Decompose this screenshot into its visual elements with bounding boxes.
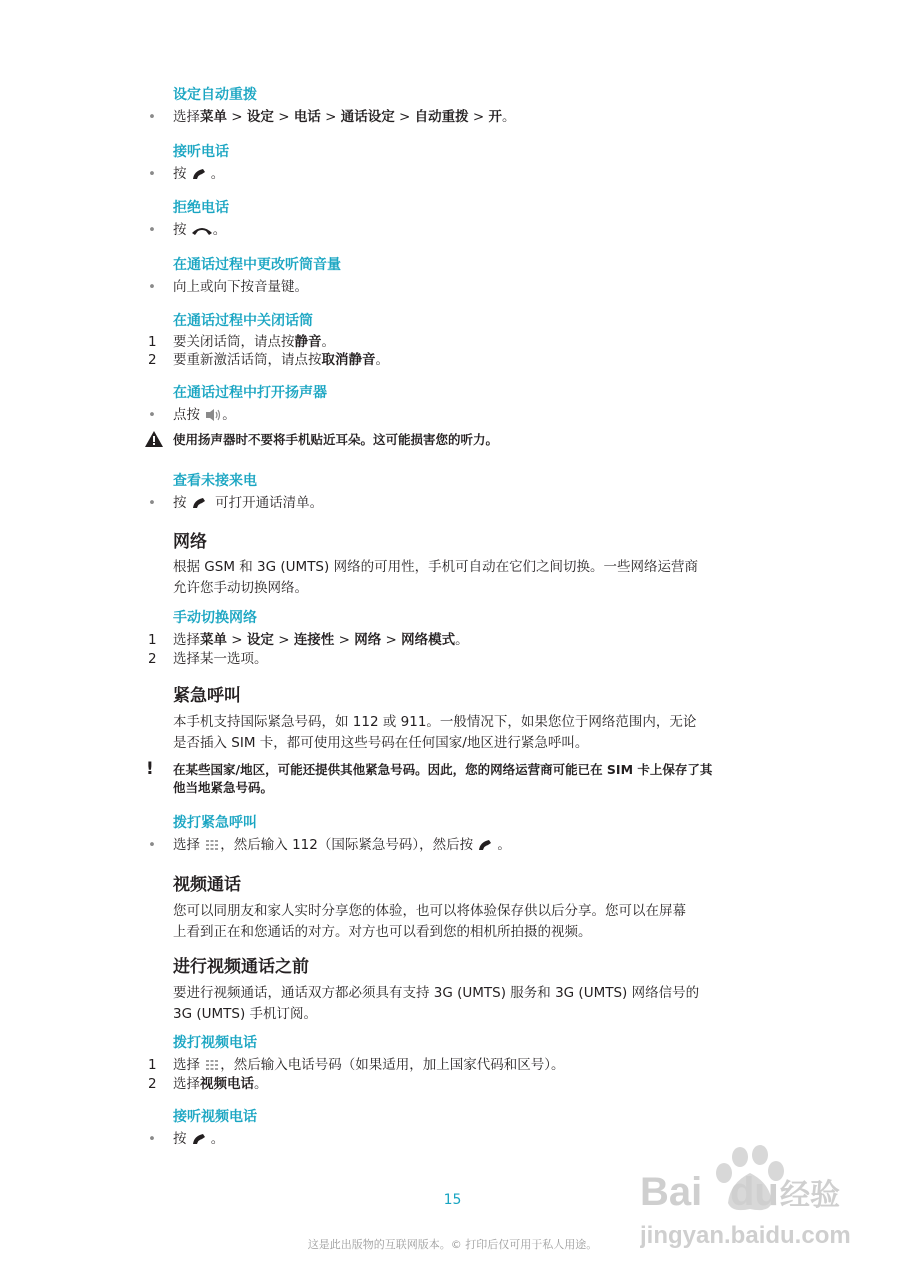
answer-call-icon	[191, 1132, 211, 1146]
bullet: •	[148, 109, 156, 125]
section-title-network: 网络	[173, 532, 207, 552]
heading-make-emergency-call: 拨打紧急呼叫	[173, 815, 257, 831]
section-title-video-call: 视频通话	[173, 875, 241, 895]
heading-change-volume: 在通话过程中更改听筒音量	[173, 257, 341, 273]
step-enter-number: 选择 ，然后输入电话号码（如果适用，加上国家代码和区号）。	[173, 1057, 565, 1073]
bullet: •	[148, 407, 156, 423]
step-select-video-call: 选择视频电话。	[173, 1076, 268, 1092]
warning-note: 使用扬声器时不要将手机贴近耳朵。这可能损害您的听力。	[173, 432, 499, 447]
step-network-mode: 选择菜单 > 设定 > 连接性 > 网络 > 网络模式。	[173, 632, 469, 648]
footer-note: 这是此出版物的互联网版本。© 打印后仅可用于私人用途。	[307, 1238, 598, 1251]
step-emergency-call: 选择 ，然后输入 112（国际紧急号码），然后按 。	[173, 837, 511, 853]
section-title-emergency: 紧急呼叫	[173, 686, 241, 706]
step-reject-call: 按 。	[173, 222, 227, 238]
before-video-paragraph: 要进行视频通话，通话双方都必须具有支持 3G (UMTS) 服务和 3G (UMTS) 网络信号的 3G (UMTS) 手机订阅。	[173, 985, 700, 1022]
heading-speaker: 在通话过程中打开扬声器	[173, 385, 327, 401]
heading-auto-redial: 设定自动重拨	[173, 87, 257, 103]
step-mute: 要关闭话筒，请点按静音。	[173, 334, 335, 350]
answer-call-icon	[191, 496, 211, 510]
heading-reject-call: 拒绝电话	[173, 200, 229, 216]
end-call-icon	[191, 223, 213, 237]
step-unmute: 要重新激活话筒，请点按取消静音。	[173, 352, 389, 368]
heading-switch-network: 手动切换网络	[173, 610, 257, 626]
bullet: •	[148, 222, 156, 238]
step-speaker: 点按 。	[173, 407, 236, 423]
step-select-option: 选择某一选项。	[173, 651, 268, 667]
watermark-brand-a: Bai	[640, 1170, 703, 1214]
step-number: 1	[148, 1057, 157, 1073]
bullet: •	[148, 837, 156, 853]
emergency-paragraph: 本手机支持国际紧急号码，如 112 或 911。一般情况下，如果您位于网络范围内，无论 是否插入 SIM 卡，都可使用这些号码在任何国家/地区进行紧急呼叫。	[173, 714, 697, 751]
answer-call-icon	[191, 167, 211, 181]
baidu-jingyan-watermark	[640, 1143, 855, 1278]
dialpad-icon	[204, 1059, 220, 1071]
bullet: •	[148, 495, 156, 511]
important-note: 在某些国家/地区，可能还提供其他紧急号码。因此，您的网络运营商可能已在 SIM 卡上保存了其 他当地紧急号码。	[173, 762, 713, 795]
step-answer-call: 按 。	[173, 166, 225, 182]
step-number: 2	[148, 1076, 157, 1092]
step-answer-video-call: 按 。	[173, 1131, 225, 1147]
watermark-url: jingyan.baidu.com	[640, 1222, 851, 1249]
warning-icon	[144, 430, 164, 448]
speaker-icon	[204, 408, 222, 422]
step-number: 2	[148, 651, 157, 667]
dialpad-icon	[204, 839, 220, 851]
network-paragraph: 根据 GSM 和 3G (UMTS) 网络的可用性，手机可自动在它们之间切换。一些网络运营商 允许您手动切换网络。	[173, 559, 699, 596]
heading-missed-calls: 查看未接来电	[173, 473, 257, 489]
watermark-brand-b: du	[730, 1170, 779, 1214]
bullet: •	[148, 1131, 156, 1147]
heading-answer-video-call: 接听视频电话	[173, 1109, 257, 1125]
step-auto-redial: 选择菜单 > 设定 > 电话 > 通话设定 > 自动重拨 > 开。	[173, 109, 516, 125]
bullet: •	[148, 279, 156, 295]
step-number: 1	[148, 334, 157, 350]
section-title-before-video-call: 进行视频通话之前	[173, 957, 309, 977]
step-number: 2	[148, 352, 157, 368]
heading-make-video-call: 拨打视频电话	[173, 1035, 257, 1051]
answer-call-icon	[477, 838, 497, 852]
heading-answer-call: 接听电话	[173, 144, 229, 160]
step-change-volume: 向上或向下按音量键。	[173, 279, 308, 295]
bullet: •	[148, 166, 156, 182]
page-number: 15	[443, 1192, 462, 1208]
watermark-brand-cn: 经验	[780, 1178, 840, 1213]
heading-mute-mic: 在通话过程中关闭话筒	[173, 313, 313, 329]
step-number: 1	[148, 632, 157, 648]
important-icon: !	[146, 759, 154, 779]
video-paragraph: 您可以同朋友和家人实时分享您的体验，也可以将体验保存供以后分享。您可以在屏幕 上看到正在和您通话的对方。对方也可以看到您的相机所拍摄的视频。	[173, 903, 686, 940]
step-missed-calls: 按 可打开通话清单。	[173, 495, 324, 511]
